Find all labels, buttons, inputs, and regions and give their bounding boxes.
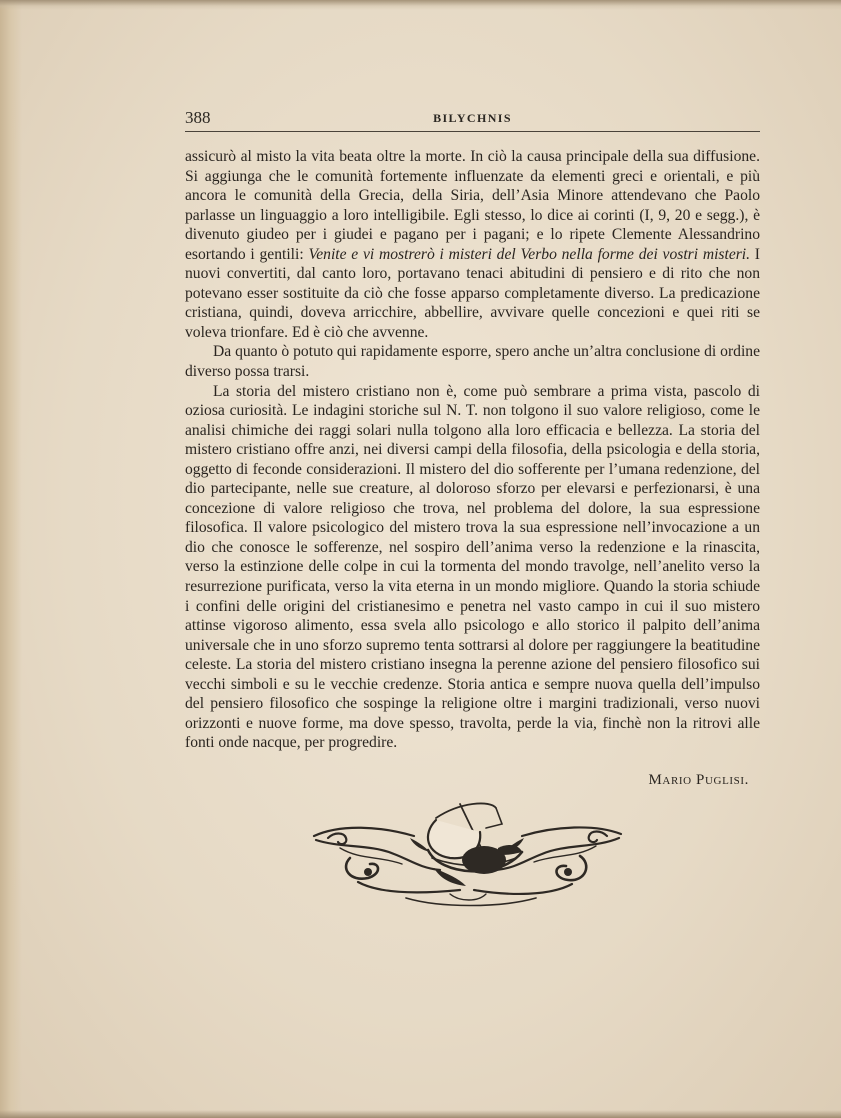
- page-left-edge: [0, 0, 22, 1118]
- page-bottom-edge: [0, 1110, 841, 1118]
- paragraph-3: La storia del mistero cristiano non è, come può sembrare a prima vista, pascolo di oziosa curiosità. Le indagini storiche sul N. T. non tolgono il suo valore religioso, come le analisi chimiche dei raggi solari nulla tolgono alla loro efficacia e bellezza. La storia del mistero cristiano offre anzi, nei diversi campi della filosofia, della psicologia e della storia, oggetto di feconde considerazioni. Il mistero del dio sofferente per l’umana redenzione, del dio partecipante, nelle sue creature, al doloroso sforzo per elevarsi e perfezionarsi, è una concezione di valore religioso che trova, nel problema del dolore, la sua espressione filosofica. Il valore psicologico del mistero trova la sua espressione nell’invocazione a un dio che conosce le sofferenze, nel sospiro dell’anima verso la redenzione e la rinascita, verso la estinzione delle colpe in cui la tormenta del mondo travolge, nell’anelito verso la resurrezione purificata, verso la vita eterna in un mondo migliore. Quando la storia schiude i confini delle origini del cristianesimo e penetra nel vasto campo in cui il suo mistero attinse vigoroso alimento, essa svela allo psicologo e allo storico il palpito dell’anima universale che in uno sforzo supremo tenta sottrarsi al dolore per raggiungere la beatitudine celeste. La storia del mistero cristiano insegna la perenne azione del pensiero filosofico sui vecchi simboli e su le vecchie credenze. Storia antica e sempre nuova quella dell’impulso del pensiero filosofico che sospinge la religione oltre i margini tradizionali, verso nuovi orizzonti e nuove forme, ma dove spesso, travolta, perde la via, finchè non la ritrovi alle fonti onde nacque, per progredire.: [185, 382, 760, 752]
- author-signature: Mario Puglisi.: [648, 772, 749, 788]
- page-number: 388: [185, 108, 211, 127]
- page-top-edge: [0, 0, 841, 10]
- ornament-svg: [310, 798, 625, 910]
- paragraph-1: [185, 147, 760, 342]
- header-rule: [185, 131, 760, 132]
- paragraph-1-text-b: I nuovi convertiti, dal canto loro, portavano tenaci abitudini di pensiero e di rito che non potevano esser sostituite da ciò che fosse apparso completamente diverso. La predicazione cristiana, quindi, doveva arricchire, abbellire, avvivare quelle concezioni e quei riti se voleva trionfare. Ed è ciò che avvenne.: [185, 245, 761, 341]
- ship-tailpiece-ornament-icon: [310, 798, 625, 910]
- paragraph-2: Da quanto ò potuto qui rapidamente esporre, spero anche un’altra conclusione di ordine diverso possa trarsi.: [185, 343, 760, 381]
- running-title: BILYCHNIS: [433, 111, 512, 125]
- paragraph-1-quote: Venite e vi mostrerò i misteri del Verbo nella forme dei vostri misteri.: [308, 245, 751, 263]
- paragraph-1-text-a: assicurò al misto la vita beata oltre la morte. In ciò la causa principale della sua diffusione. Si aggiunga che le comunità fortemente influenzate da elementi greci e orientali, e più ancora le comunità della Grecia, della Siria, dell’Asia Minore attendevano che Paolo parlasse un linguaggio a loro intelligibile. Egli stesso, lo dice ai corinti (I, 9, 20 e segg.), è divenuto giudeo per i giudei e pagano per i pagani; e lo ripete Clemente Alessandrino esortando i gentili:: [185, 148, 760, 263]
- article-body: [185, 147, 760, 753]
